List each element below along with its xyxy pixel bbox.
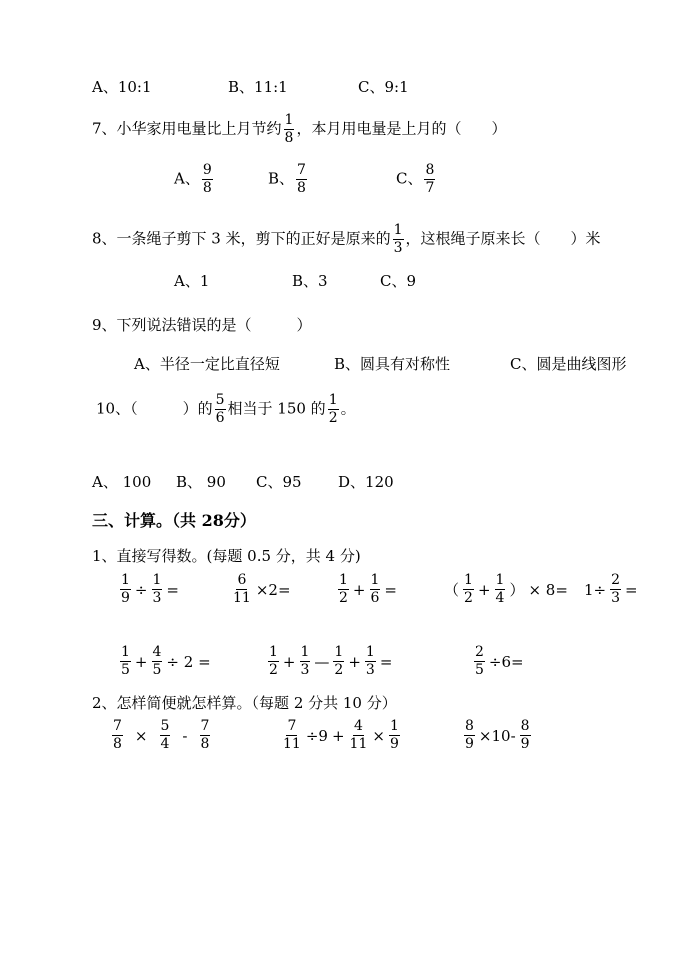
fraction: [120, 644, 131, 679]
denominator: 2: [339, 590, 348, 606]
operator: ×10-: [478, 726, 516, 745]
expr-7: [266, 644, 394, 679]
denominator: 11: [349, 736, 368, 752]
q8-fraction: [393, 222, 404, 257]
q6-option-b: B、11:1: [228, 78, 288, 96]
numerator: 7: [287, 718, 297, 734]
q8-option-c: C、9: [380, 272, 417, 290]
numerator: 8: [465, 718, 474, 734]
operator: =: [384, 580, 397, 599]
denominator: 6: [215, 410, 225, 426]
fraction: [464, 718, 475, 753]
fraction: [495, 572, 506, 607]
numerator: 5: [160, 718, 170, 734]
fraction: [520, 718, 531, 753]
q10-fraction-1: [215, 392, 226, 427]
numerator: 1: [495, 572, 505, 588]
operator: ÷9: [305, 726, 328, 745]
denominator: 8: [200, 736, 210, 752]
denominator: 3: [300, 662, 310, 678]
denominator: 8: [297, 180, 306, 196]
denominator: 6: [370, 590, 380, 606]
operator: ÷: [134, 580, 148, 599]
numerator: 1: [152, 572, 162, 588]
numerator: 1: [365, 644, 375, 660]
denominator: 9: [121, 590, 130, 606]
numerator: 1: [328, 392, 338, 408]
simplify-2: [280, 718, 402, 753]
q8-prefix: 8、一条绳子剪下 3 米，剪下的正好是原来的: [92, 229, 391, 248]
denominator: 8: [113, 736, 122, 752]
numerator: 1: [339, 572, 348, 588]
expr-2: [230, 572, 293, 607]
denominator: 2: [328, 410, 338, 426]
fraction: [463, 572, 474, 607]
denominator: 9: [465, 736, 474, 752]
numerator: 8: [520, 718, 530, 734]
operator: ×: [134, 726, 148, 745]
numerator: 1: [334, 644, 344, 660]
q7-fraction: [284, 112, 295, 147]
operator: ×2=: [255, 580, 291, 599]
denominator: 3: [393, 240, 403, 256]
numerator: 1: [464, 572, 473, 588]
operator: =: [379, 652, 393, 671]
numerator: 1: [284, 112, 294, 128]
q10-option-a: A、 100: [92, 473, 152, 491]
q9-option-b: B、圆具有对称性: [334, 355, 451, 373]
q10-suffix: 。: [340, 399, 356, 418]
q8-option-a: A、1: [174, 272, 210, 290]
expr-8: [472, 644, 526, 679]
expr-1: [118, 572, 181, 607]
numerator: 4: [152, 644, 162, 660]
numerator: 9: [202, 162, 212, 178]
fraction: [268, 644, 279, 679]
expr-5: [582, 572, 640, 607]
denominator: 2: [269, 662, 278, 678]
option-fraction: [202, 162, 213, 197]
fraction: [152, 644, 163, 679]
q9-question: 9、下列说法错误的是（ ）: [92, 316, 312, 334]
fraction: [120, 572, 131, 607]
option-fraction: [296, 162, 307, 197]
fraction: [349, 718, 369, 753]
denominator: 3: [611, 590, 621, 606]
fraction: [232, 572, 252, 607]
denominator: 8: [202, 180, 212, 196]
numerator: 7: [297, 162, 306, 178]
denominator: 7: [425, 180, 435, 196]
fraction: [370, 572, 381, 607]
denominator: 8: [284, 130, 294, 146]
q8-option-b: B、3: [292, 272, 328, 290]
numerator: 7: [200, 718, 210, 734]
denominator: 5: [152, 662, 162, 678]
fraction: [200, 718, 211, 753]
numerator: 1: [121, 572, 130, 588]
section3-sub2: 2、怎样简便就怎样算。（每题 2 分共 10 分）: [92, 694, 397, 712]
fraction: [338, 572, 349, 607]
operator: =: [166, 580, 179, 599]
denominator: 5: [121, 662, 130, 678]
expr-6: [118, 644, 213, 679]
denominator: 11: [233, 590, 251, 606]
numerator: 7: [113, 718, 122, 734]
q7-suffix: ，本月用电量是上月的（ ）: [296, 119, 507, 138]
q8-question: [92, 222, 601, 257]
option-fraction: [424, 162, 435, 197]
section3-heading: 三、计算。（共 28分）: [92, 511, 256, 530]
fraction: [333, 644, 344, 679]
q9-option-c: C、圆是曲线图形: [510, 355, 627, 373]
operator: —: [314, 652, 330, 671]
denominator: 3: [365, 662, 375, 678]
fraction: [152, 572, 163, 607]
expr-4: [442, 572, 570, 607]
operator: 1÷: [584, 580, 607, 599]
operator: +: [352, 580, 366, 599]
numerator: 1: [300, 644, 310, 660]
numerator: 2: [475, 644, 484, 660]
operator: × 8=: [528, 580, 568, 599]
q10-question: [96, 392, 356, 427]
operator: +: [134, 652, 148, 671]
fraction: [610, 572, 621, 607]
denominator: 9: [520, 736, 530, 752]
numerator: 4: [353, 718, 363, 734]
q10-option-b: B、 90: [176, 473, 226, 491]
operator: +: [282, 652, 296, 671]
q6-option-c: C、9:1: [358, 78, 409, 96]
q10-option-d: D、120: [338, 473, 394, 491]
option-label: B、: [268, 169, 295, 188]
operator: +: [477, 580, 491, 599]
fraction: [160, 718, 171, 753]
numerator: 2: [611, 572, 621, 588]
operator: ÷ 2 =: [166, 652, 211, 671]
numerator: 8: [425, 162, 435, 178]
fraction: [300, 644, 311, 679]
expr-3: [336, 572, 399, 607]
operator: +: [331, 726, 345, 745]
q7-option-a: [174, 162, 215, 197]
numerator: 5: [215, 392, 225, 408]
denominator: 3: [152, 590, 162, 606]
denominator: 2: [334, 662, 344, 678]
numerator: 1: [389, 718, 399, 734]
denominator: 9: [389, 736, 399, 752]
paren: （: [444, 580, 460, 599]
paren: ）: [509, 580, 525, 599]
numerator: 6: [237, 572, 247, 588]
fraction: [282, 718, 302, 753]
fraction: [112, 718, 123, 753]
q10-prefix: 10、（ ）的: [96, 399, 213, 418]
numerator: 1: [121, 644, 130, 660]
operator: ×: [372, 726, 385, 745]
q7-question: [92, 112, 506, 147]
q8-suffix: ，这根绳子原来长（ ）米: [405, 229, 601, 248]
numerator: 1: [269, 644, 278, 660]
q9-option-a: A、半径一定比直径短: [134, 355, 280, 373]
denominator: 11: [283, 736, 301, 752]
q10-option-c: C、95: [256, 473, 302, 491]
operator: ÷6=: [488, 652, 524, 671]
fraction: [389, 718, 400, 753]
fraction: [365, 644, 376, 679]
q7-option-b: [268, 162, 309, 197]
option-label: A、: [174, 169, 200, 188]
numerator: 1: [370, 572, 380, 588]
operator: -: [182, 726, 188, 745]
q10-fraction-2: [328, 392, 339, 427]
simplify-3: [462, 718, 533, 753]
operator: +: [348, 652, 361, 671]
operator: =: [625, 580, 638, 599]
numerator: 1: [393, 222, 403, 238]
q6-option-a: A、10:1: [92, 78, 152, 96]
section3-sub1: 1、直接写得数。(每题 0.5 分，共 4 分): [92, 547, 361, 565]
denominator: 4: [160, 736, 170, 752]
fraction: [474, 644, 485, 679]
denominator: 2: [464, 590, 473, 606]
q7-prefix: 7、小华家用电量比上月节约: [92, 119, 282, 138]
q10-middle: 相当于 150 的: [227, 399, 326, 418]
simplify-1: [110, 718, 212, 753]
q7-option-c: [396, 162, 437, 197]
denominator: 5: [475, 662, 484, 678]
denominator: 4: [495, 590, 505, 606]
option-label: C、: [396, 169, 423, 188]
